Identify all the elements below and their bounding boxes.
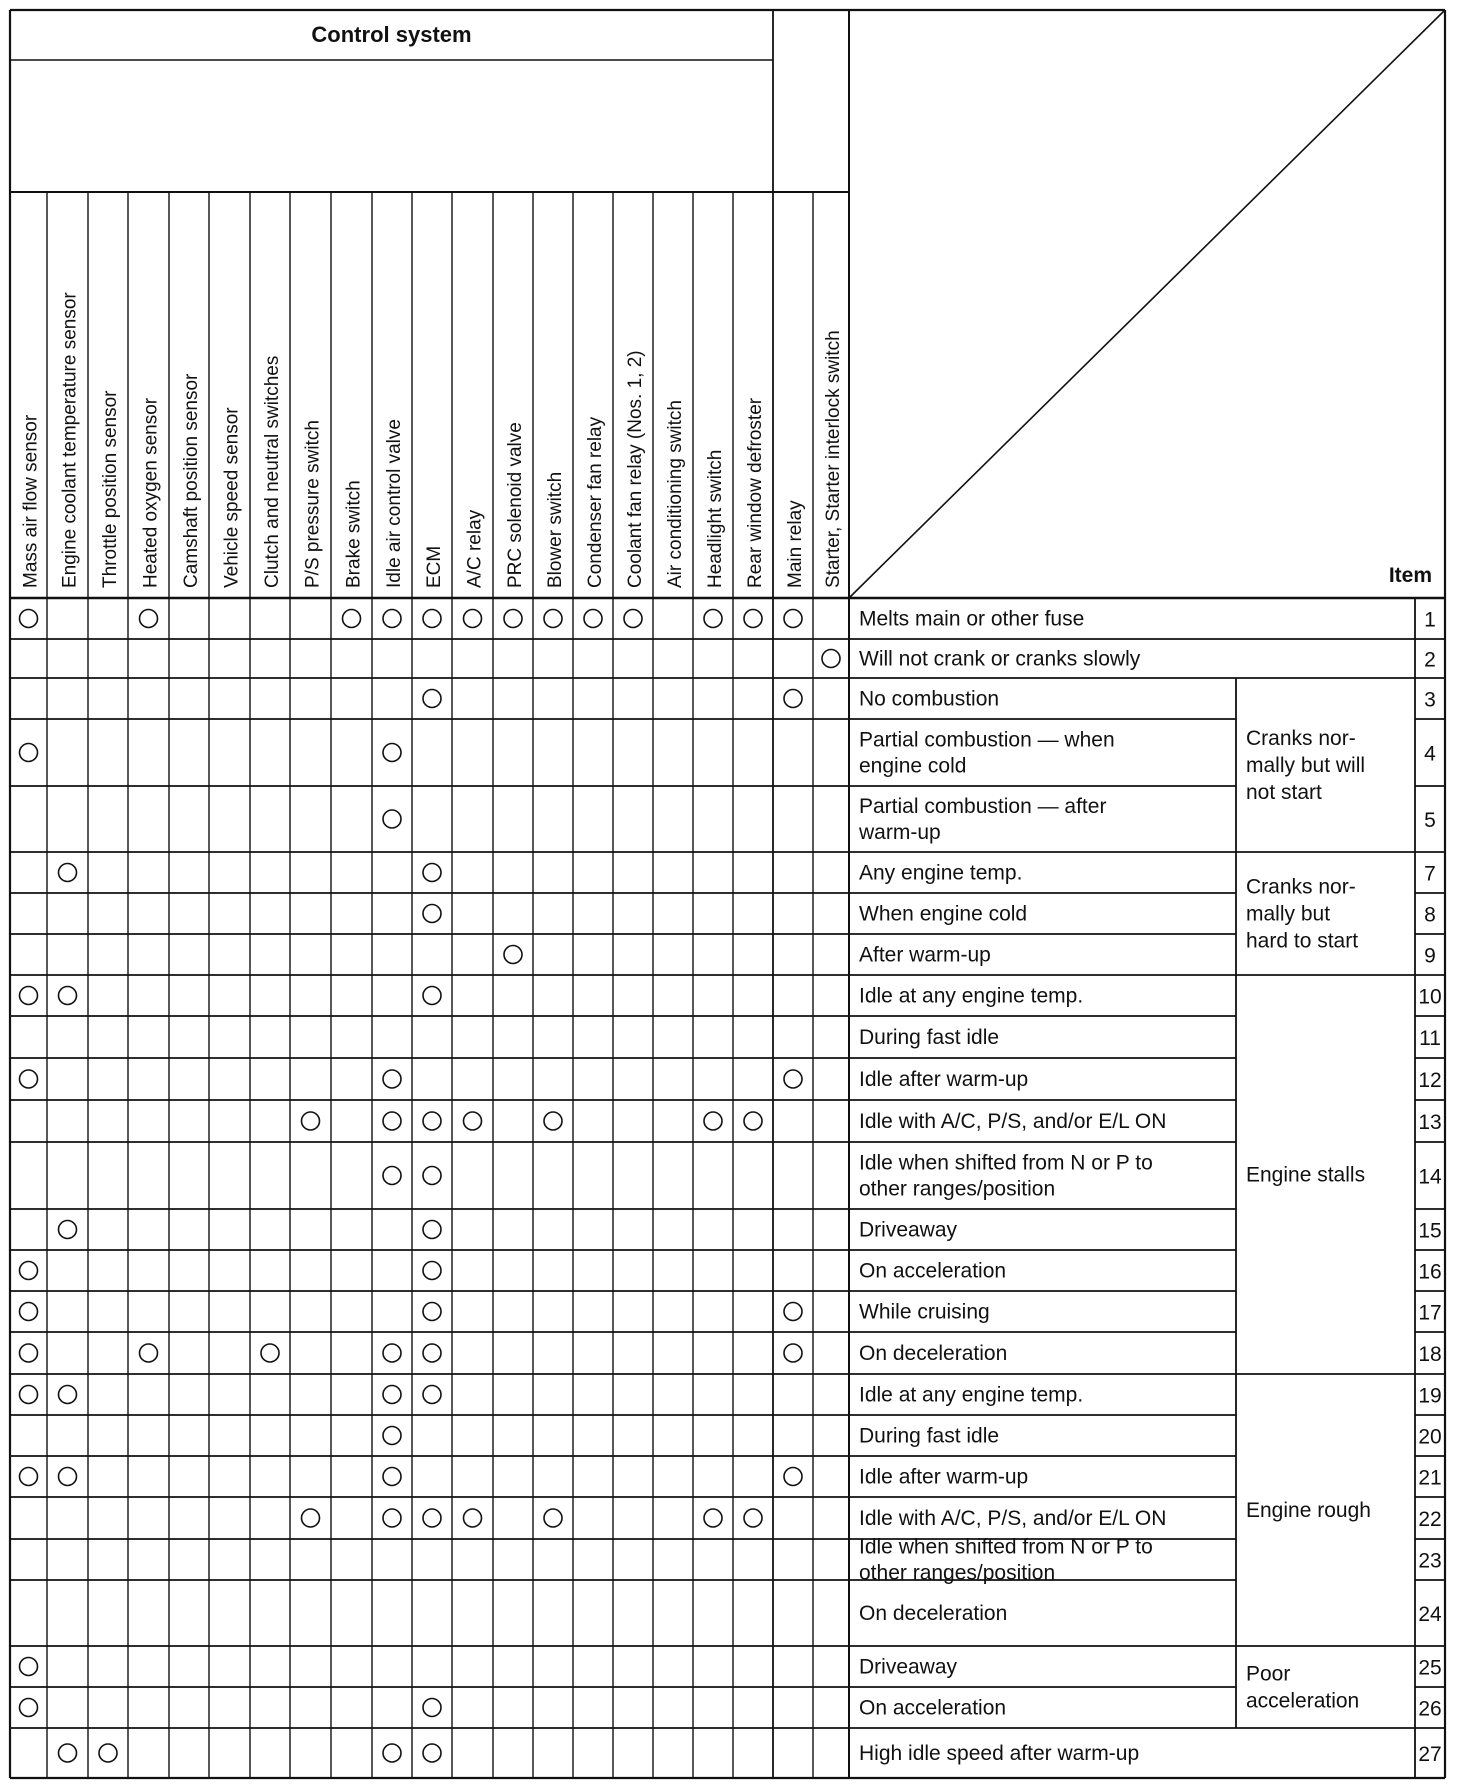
symptom-text: On acceleration	[859, 1259, 1007, 1283]
symptom-group-label: not start	[1246, 781, 1322, 804]
item-number: 5	[1424, 809, 1436, 832]
symptom-text: On acceleration	[859, 1696, 1007, 1720]
column-header-label: Engine coolant temperature sensor	[59, 292, 81, 588]
symptom-text: Idle with A/C, P/S, and/or E/L ON	[859, 1507, 1167, 1530]
column-header-label: Starter, Starter interlock switch	[823, 330, 844, 588]
symptom-text: engine cold	[859, 754, 967, 778]
column-header-label: Headlight switch	[705, 449, 726, 588]
symptom-text: Idle when shifted from N or P to	[859, 1535, 1153, 1559]
symptom-group-label: acceleration	[1246, 1689, 1360, 1713]
column-header-label: Idle air control valve	[384, 419, 405, 588]
check-mark-circle	[423, 1744, 441, 1762]
check-mark-circle	[20, 1262, 38, 1280]
item-number: 10	[1418, 985, 1442, 1009]
check-mark-circle	[784, 1468, 802, 1486]
header-diagonal	[849, 10, 1445, 598]
check-mark-circle	[383, 1509, 401, 1527]
item-number: 2	[1424, 648, 1436, 672]
check-mark-circle	[464, 1509, 482, 1527]
check-mark-circle	[20, 1344, 38, 1362]
check-mark-circle	[744, 1509, 762, 1527]
symptom-text: High idle speed after warm-up	[859, 1742, 1140, 1765]
check-mark-circle	[423, 1167, 441, 1185]
symptom-group-label: Engine rough	[1246, 1499, 1371, 1522]
check-mark-circle	[99, 1744, 117, 1762]
check-mark-circle	[383, 1744, 401, 1762]
check-mark-circle	[423, 1112, 441, 1130]
check-mark-circle	[20, 744, 38, 762]
symptom-text: While cruising	[859, 1300, 990, 1324]
check-mark-circle	[744, 610, 762, 628]
check-mark-circle	[423, 1221, 441, 1239]
check-mark-circle	[59, 1468, 77, 1486]
item-number: 20	[1418, 1425, 1442, 1449]
item-number: 17	[1418, 1301, 1442, 1325]
symptom-text: Will not crank or cranks slowly	[859, 647, 1141, 671]
symptom-text: On deceleration	[859, 1602, 1008, 1625]
check-mark-circle	[20, 1699, 38, 1717]
check-mark-circle	[261, 1344, 279, 1362]
column-header-label: Coolant fan relay (Nos. 1, 2)	[625, 350, 646, 588]
item-number: 9	[1424, 944, 1436, 968]
check-mark-circle	[343, 610, 361, 628]
item-number: 18	[1418, 1343, 1442, 1366]
item-label: Item	[1388, 564, 1432, 587]
symptom-text: Driveaway	[859, 1655, 958, 1679]
item-number: 14	[1418, 1165, 1442, 1189]
symptom-group-label: hard to start	[1246, 929, 1359, 953]
symptom-group-label: mally but will	[1246, 754, 1366, 777]
item-number: 3	[1424, 688, 1436, 712]
item-number: 8	[1424, 903, 1436, 927]
symptom-text: Partial combustion — after	[859, 795, 1107, 818]
check-mark-circle	[59, 1386, 77, 1404]
item-number: 27	[1418, 1743, 1442, 1766]
check-mark-circle	[383, 1112, 401, 1130]
item-number: 22	[1418, 1508, 1442, 1531]
symptom-text: Idle with A/C, P/S, and/or E/L ON	[859, 1110, 1167, 1133]
item-number: 12	[1418, 1069, 1442, 1092]
symptom-text: other ranges/position	[859, 1177, 1056, 1201]
item-number: 4	[1424, 742, 1436, 766]
check-mark-circle	[464, 610, 482, 628]
item-number: 21	[1418, 1466, 1442, 1490]
check-mark-circle	[383, 1427, 401, 1445]
column-header-label: PRC solenoid valve	[505, 422, 526, 588]
check-mark-circle	[383, 1070, 401, 1088]
symptom-text: During fast idle	[859, 1424, 1000, 1448]
check-mark-circle	[59, 1744, 77, 1762]
column-header-label: Rear window defroster	[745, 397, 766, 588]
check-mark-circle	[504, 946, 522, 964]
symptom-group-label: Cranks nor-	[1246, 875, 1356, 899]
check-mark-circle	[704, 610, 722, 628]
check-mark-circle	[504, 610, 522, 628]
check-mark-circle	[20, 1303, 38, 1321]
check-mark-circle	[59, 1221, 77, 1239]
item-number: 16	[1418, 1260, 1442, 1284]
check-mark-circle	[423, 905, 441, 923]
check-mark-circle	[383, 1468, 401, 1486]
check-mark-circle	[20, 1386, 38, 1404]
item-number: 26	[1418, 1697, 1442, 1721]
column-header-label: Clutch and neutral switches	[262, 355, 283, 588]
check-mark-circle	[423, 1344, 441, 1362]
check-mark-circle	[59, 987, 77, 1005]
check-mark-circle	[784, 1303, 802, 1321]
column-header-label: Mass air flow sensor	[20, 414, 42, 588]
check-mark-circle	[383, 610, 401, 628]
check-mark-circle	[822, 650, 840, 668]
symptom-text: Driveaway	[859, 1218, 958, 1242]
check-mark-circle	[383, 1386, 401, 1404]
symptom-text: Idle when shifted from N or P to	[859, 1151, 1153, 1175]
check-mark-circle	[423, 1303, 441, 1321]
check-mark-circle	[423, 1262, 441, 1280]
check-mark-circle	[423, 1386, 441, 1404]
check-mark-circle	[383, 810, 401, 828]
column-header-label: Condenser fan relay	[585, 416, 606, 588]
check-mark-circle	[423, 864, 441, 882]
check-mark-circle	[423, 690, 441, 708]
check-mark-circle	[20, 987, 38, 1005]
check-mark-circle	[784, 610, 802, 628]
symptom-text: Any engine temp.	[859, 861, 1023, 885]
symptom-text: warm-up	[859, 821, 941, 844]
symptom-text: Idle after warm-up	[859, 1465, 1029, 1489]
symptom-text: Idle at any engine temp.	[859, 984, 1084, 1008]
symptom-text: other ranges/position	[859, 1561, 1056, 1585]
check-mark-circle	[544, 1509, 562, 1527]
symptom-text: When engine cold	[859, 902, 1028, 926]
column-header-label: Heated oxygen sensor	[140, 397, 162, 588]
check-mark-circle	[423, 1699, 441, 1717]
check-mark-circle	[784, 1070, 802, 1088]
item-number: 19	[1418, 1384, 1442, 1408]
check-mark-circle	[544, 610, 562, 628]
item-number: 11	[1419, 1027, 1441, 1050]
check-mark-circle	[383, 1167, 401, 1185]
item-number: 23	[1418, 1549, 1442, 1573]
column-header-label: Vehicle speed sensor	[221, 407, 243, 588]
symptom-text: On deceleration	[859, 1342, 1008, 1365]
check-mark-circle	[20, 610, 38, 628]
check-mark-circle	[383, 744, 401, 762]
item-number: 13	[1418, 1111, 1442, 1134]
column-header-label: P/S pressure switch	[302, 420, 324, 588]
check-mark-circle	[584, 610, 602, 628]
item-number: 7	[1424, 862, 1436, 886]
symptom-group-label: Cranks nor-	[1246, 727, 1356, 750]
symptom-text: Idle at any engine temp.	[859, 1383, 1084, 1407]
check-mark-circle	[302, 1509, 320, 1527]
check-mark-circle	[20, 1658, 38, 1676]
check-mark-circle	[302, 1112, 320, 1130]
check-mark-circle	[704, 1509, 722, 1527]
column-header-label: Throttle position sensor	[100, 390, 121, 588]
symptom-text: Melts main or other fuse	[859, 607, 1085, 631]
symptom-text: After warm-up	[859, 943, 991, 967]
check-mark-circle	[423, 1509, 441, 1527]
symptom-text: During fast idle	[859, 1026, 1000, 1049]
check-mark-circle	[544, 1112, 562, 1130]
check-mark-circle	[20, 1070, 38, 1088]
symptom-group-label: mally but	[1246, 902, 1331, 926]
check-mark-circle	[20, 1468, 38, 1486]
column-header-label: Blower switch	[545, 471, 566, 588]
check-mark-circle	[423, 987, 441, 1005]
column-header-label: A/C relay	[464, 509, 486, 588]
check-mark-circle	[784, 1344, 802, 1362]
check-mark-circle	[704, 1112, 722, 1130]
check-mark-circle	[140, 1344, 158, 1362]
symptom-group-label: Engine stalls	[1246, 1163, 1366, 1187]
check-mark-circle	[423, 610, 441, 628]
column-header-label: Brake switch	[343, 480, 365, 588]
item-number: 25	[1418, 1656, 1442, 1680]
item-number: 24	[1418, 1603, 1442, 1626]
column-header-label: Air conditioning switch	[665, 400, 686, 588]
symptom-text: Partial combustion — when	[859, 728, 1115, 752]
symptom-text: Idle after warm-up	[859, 1068, 1029, 1091]
check-mark-circle	[464, 1112, 482, 1130]
column-header-label: ECM	[424, 545, 445, 588]
check-mark-circle	[383, 1344, 401, 1362]
check-mark-circle	[59, 864, 77, 882]
item-number: 1	[1424, 608, 1436, 632]
symptom-group-label: Poor	[1246, 1662, 1291, 1686]
check-mark-circle	[140, 610, 158, 628]
control-system-title: Control system	[311, 22, 472, 47]
check-mark-circle	[784, 690, 802, 708]
check-mark-circle	[744, 1112, 762, 1130]
column-header-label: Camshaft position sensor	[181, 373, 202, 588]
column-header-label: Main relay	[785, 500, 806, 588]
symptom-text: No combustion	[859, 687, 1000, 711]
check-mark-circle	[624, 610, 642, 628]
item-number: 15	[1418, 1219, 1442, 1243]
